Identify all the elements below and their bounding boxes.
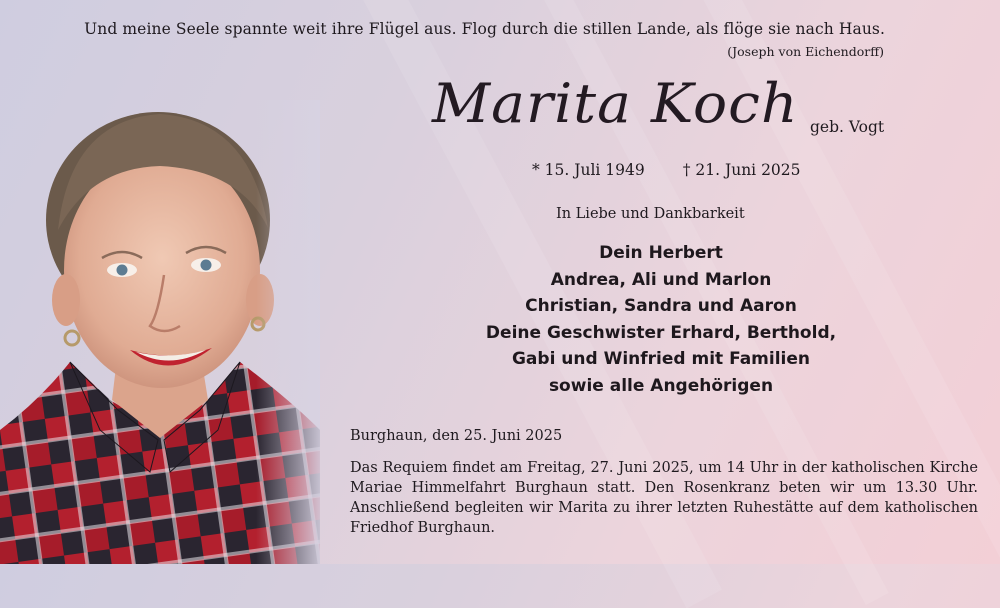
motto-quote: Und meine Seele spannte weit ihre Flügel aus. Flog durch die stillen Lande, als flöge sie nach Haus. xyxy=(84,20,885,38)
maiden-name: geb. Vogt xyxy=(810,118,885,136)
life-dates xyxy=(532,161,801,179)
mourner-line: Dein Herbert xyxy=(599,243,723,263)
photo-edge-fade xyxy=(0,100,320,564)
mourner-line: sowie alle Angehörigen xyxy=(548,375,774,396)
mourner-line: Andrea, Ali und Marlon xyxy=(550,269,772,290)
thanks-line: In Liebe und Dankbarkeit xyxy=(556,206,745,222)
birth-date: * 15. Juli 1949 xyxy=(532,161,645,179)
mourner-line: Deine Geschwister Erhard, Berthold, xyxy=(485,322,837,343)
mourners-list xyxy=(480,240,842,399)
deceased-name: Marita Koch xyxy=(432,72,799,135)
mourner-line: Christian, Sandra und Aaron xyxy=(525,296,797,316)
name-block xyxy=(432,70,902,150)
mourner-line: Gabi und Winfried mit Familien xyxy=(511,349,811,369)
death-date: † 21. Juni 2025 xyxy=(682,161,801,179)
motto-source: (Joseph von Eichendorff) xyxy=(727,44,884,59)
place-and-date: Burghaun, den 25. Juni 2025 xyxy=(350,428,563,444)
portrait-photo xyxy=(0,100,320,564)
requiem-info: Das Requiem findet am Freitag, 27. Juni 2025, um 14 Uhr in der katholischen Kirche Mariae Himmelfahrt Burghaun statt. Den Rosenkranz beten wir um 13.30 Uhr. Anschließend begleiten wir Marita zu ihrer letzten Ruhestätte auf dem katholischen Friedhof Burghaun. xyxy=(350,460,978,536)
